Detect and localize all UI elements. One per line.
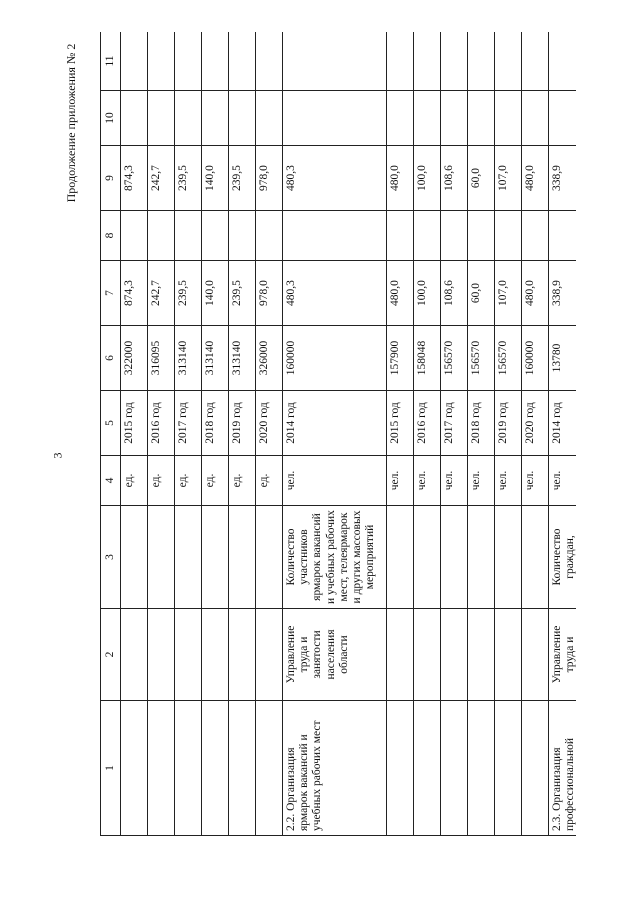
header-cell: 3: [101, 506, 121, 609]
table-cell-c5: 2017 год: [175, 391, 202, 456]
table-cell-c2: [414, 609, 441, 701]
table-cell-c10: [468, 91, 495, 146]
table-cell-c1: [229, 701, 256, 836]
table-row: [121, 32, 148, 836]
table-body: [101, 32, 577, 836]
header-cell: 10: [101, 91, 121, 146]
table-cell-c7: 874,3: [121, 261, 148, 326]
table-cell-c10: [283, 91, 387, 146]
table-cell-c6: 313140: [175, 326, 202, 391]
header-cell: 6: [101, 326, 121, 391]
table-cell-c6: 157900: [387, 326, 414, 391]
table-row: [549, 32, 577, 836]
table-cell-c7: 107,0: [495, 261, 522, 326]
table-cell-c8: [495, 211, 522, 261]
table-cell-c10: [148, 91, 175, 146]
table-cell-c10: [414, 91, 441, 146]
table-cell-c8: [202, 211, 229, 261]
table-cell-c4: ед.: [175, 456, 202, 506]
table-cell-c2: [522, 609, 549, 701]
table-cell-c8: [441, 211, 468, 261]
table-cell-c2: [441, 609, 468, 701]
table-cell-c5: 2019 год: [495, 391, 522, 456]
table-cell-c7: 239,5: [229, 261, 256, 326]
table-cell-c6: 156570: [468, 326, 495, 391]
table-cell-c11: [522, 32, 549, 91]
header-cell: 7: [101, 261, 121, 326]
header-cell: 1: [101, 701, 121, 836]
table-cell-c3: [121, 506, 148, 609]
table-cell-c1: [175, 701, 202, 836]
table-cell-c6: 316095: [148, 326, 175, 391]
table-row: [387, 32, 414, 836]
table-row: [522, 32, 549, 836]
table-cell-c4: чел.: [441, 456, 468, 506]
table-cell-c8: [468, 211, 495, 261]
table-cell-c2: [387, 609, 414, 701]
table-cell-c10: [549, 91, 577, 146]
table-cell-c8: [148, 211, 175, 261]
table-cell-c4: ед.: [121, 456, 148, 506]
table-cell-c2: [202, 609, 229, 701]
table-cell-c9: 239,5: [175, 146, 202, 211]
table-cell-c8: [387, 211, 414, 261]
table-cell-c7: 338,9: [549, 261, 577, 326]
table-cell-c6: 160000: [522, 326, 549, 391]
table-cell-c11: [387, 32, 414, 91]
table-cell-c7: 242,7: [148, 261, 175, 326]
table-cell-c10: [256, 91, 283, 146]
table-cell-c2: [229, 609, 256, 701]
table-cell-c9: 480,0: [522, 146, 549, 211]
table-cell-c10: [121, 91, 148, 146]
table-cell-c11: [202, 32, 229, 91]
table-cell-c1: [441, 701, 468, 836]
table-cell-c5: 2019 год: [229, 391, 256, 456]
table-cell-c4: ед.: [202, 456, 229, 506]
table-row: [283, 32, 387, 836]
table-cell-c7: 140,0: [202, 261, 229, 326]
table-container: [100, 32, 576, 836]
table-cell-c11: [175, 32, 202, 91]
table-cell-c9: 108,6: [441, 146, 468, 211]
table-cell-c4: чел.: [414, 456, 441, 506]
table-cell-c6: 313140: [229, 326, 256, 391]
table-cell-c9: 140,0: [202, 146, 229, 211]
table-cell-c11: [121, 32, 148, 91]
table-row: [229, 32, 256, 836]
header-row: [101, 32, 121, 836]
rotated-table: [100, 32, 576, 836]
table-cell-c1: [256, 701, 283, 836]
table-cell-c3: [229, 506, 256, 609]
table-cell-c6: 326000: [256, 326, 283, 391]
table-cell-c6: 13780: [549, 326, 577, 391]
table-cell-c3: [202, 506, 229, 609]
header-cell: 9: [101, 146, 121, 211]
table-cell-c5: 2015 год: [387, 391, 414, 456]
table-cell-c11: [283, 32, 387, 91]
header-cell: 2: [101, 609, 121, 701]
table-cell-c3: [148, 506, 175, 609]
table-cell-c1: [522, 701, 549, 836]
table-cell-c8: [283, 211, 387, 261]
table-row: [148, 32, 175, 836]
table-cell-c9: 107,0: [495, 146, 522, 211]
table-cell-c1: [495, 701, 522, 836]
table-cell-c5: 2016 год: [148, 391, 175, 456]
table-cell-c11: [256, 32, 283, 91]
table-cell-c10: [522, 91, 549, 146]
table-cell-c6: 156570: [441, 326, 468, 391]
table-cell-c9: 239,5: [229, 146, 256, 211]
table-cell-c7: 480,0: [522, 261, 549, 326]
table-cell-c8: [414, 211, 441, 261]
table-cell-c11: [148, 32, 175, 91]
table-row: [441, 32, 468, 836]
table-cell-c6: 322000: [121, 326, 148, 391]
table-cell-c3: [387, 506, 414, 609]
table-cell-c5: 2014 год: [549, 391, 577, 456]
table-cell-c10: [441, 91, 468, 146]
table-cell-c2: [121, 609, 148, 701]
table-cell-c10: [175, 91, 202, 146]
table-cell-c4: ед.: [148, 456, 175, 506]
table-cell-c6: 156570: [495, 326, 522, 391]
table-cell-c1: [148, 701, 175, 836]
table-cell-c1: [121, 701, 148, 836]
table-cell-c3: [495, 506, 522, 609]
table-cell-c4: ед.: [229, 456, 256, 506]
header-cell: 11: [101, 32, 121, 91]
table-cell-c7: 60,0: [468, 261, 495, 326]
table-cell-c11: [414, 32, 441, 91]
table-cell-c2: [175, 609, 202, 701]
table-row: [202, 32, 229, 836]
table-cell-c5: 2017 год: [441, 391, 468, 456]
table-row: [175, 32, 202, 836]
table-cell-c1: 2.3. Организация профессиональной: [549, 701, 577, 836]
table-cell-c2: [495, 609, 522, 701]
table-row: [414, 32, 441, 836]
table-cell-c3: [175, 506, 202, 609]
table-cell-c9: 338,9: [549, 146, 577, 211]
table-cell-c5: 2014 год: [283, 391, 387, 456]
table-cell-c11: [549, 32, 577, 91]
table-cell-c4: ед.: [256, 456, 283, 506]
table-cell-c11: [468, 32, 495, 91]
table-cell-c8: [256, 211, 283, 261]
table-cell-c5: 2018 год: [468, 391, 495, 456]
table-cell-c11: [495, 32, 522, 91]
table-cell-c4: чел.: [387, 456, 414, 506]
table-cell-c7: 480,3: [283, 261, 387, 326]
table-cell-c5: 2020 год: [256, 391, 283, 456]
table-cell-c9: 242,7: [148, 146, 175, 211]
header-cell: 4: [101, 456, 121, 506]
header-cell: 5: [101, 391, 121, 456]
table-cell-c5: 2018 год: [202, 391, 229, 456]
table-cell-c6: 313140: [202, 326, 229, 391]
table-cell-c9: 480,3: [283, 146, 387, 211]
table-cell-c10: [202, 91, 229, 146]
program-table: [100, 32, 576, 836]
table-cell-c2: [148, 609, 175, 701]
table-cell-c8: [229, 211, 256, 261]
table-cell-c3: [468, 506, 495, 609]
table-cell-c1: [387, 701, 414, 836]
table-cell-c10: [495, 91, 522, 146]
table-cell-c10: [387, 91, 414, 146]
table-cell-c5: 2016 год: [414, 391, 441, 456]
table-cell-c2: [256, 609, 283, 701]
table-cell-c8: [549, 211, 577, 261]
table-cell-c2: Управление труда и занятости населения области: [283, 609, 387, 701]
page-number: 3: [50, 452, 65, 459]
table-cell-c3: [414, 506, 441, 609]
table-row: [256, 32, 283, 836]
table-cell-c8: [175, 211, 202, 261]
table-cell-c11: [441, 32, 468, 91]
table-cell-c8: [121, 211, 148, 261]
table-cell-c7: 239,5: [175, 261, 202, 326]
table-cell-c7: 978,0: [256, 261, 283, 326]
table-cell-c9: 978,0: [256, 146, 283, 211]
header-cell: 8: [101, 211, 121, 261]
table-cell-c9: 100,0: [414, 146, 441, 211]
table-cell-c9: 60,0: [468, 146, 495, 211]
table-cell-c1: [468, 701, 495, 836]
table-cell-c3: Количество граждан,: [549, 506, 577, 609]
table-cell-c1: [414, 701, 441, 836]
table-cell-c9: 874,3: [121, 146, 148, 211]
table-cell-c4: чел.: [468, 456, 495, 506]
table-cell-c2: [468, 609, 495, 701]
table-cell-c9: 480,0: [387, 146, 414, 211]
table-cell-c8: [522, 211, 549, 261]
table-cell-c7: 108,6: [441, 261, 468, 326]
table-cell-c6: 158048: [414, 326, 441, 391]
table-cell-c1: [202, 701, 229, 836]
table-row: [495, 32, 522, 836]
table-cell-c4: чел.: [522, 456, 549, 506]
table-cell-c7: 100,0: [414, 261, 441, 326]
continuation-heading: Продолжение приложения № 2: [64, 43, 78, 203]
table-cell-c4: чел.: [283, 456, 387, 506]
table-cell-c3: [256, 506, 283, 609]
table-cell-c1: 2.2. Организация ярмарок вакансий и учебных рабочих мест: [283, 701, 387, 836]
table-cell-c7: 480,0: [387, 261, 414, 326]
table-cell-c4: чел.: [495, 456, 522, 506]
table-cell-c6: 160000: [283, 326, 387, 391]
table-cell-c5: 2015 год: [121, 391, 148, 456]
table-row: [468, 32, 495, 836]
table-cell-c5: 2020 год: [522, 391, 549, 456]
table-cell-c10: [229, 91, 256, 146]
table-cell-c2: Управление труда и: [549, 609, 577, 701]
table-cell-c3: [522, 506, 549, 609]
table-cell-c4: чел.: [549, 456, 577, 506]
table-cell-c3: Количество участников ярмарок вакансий и учебных рабочих мест, телеярмарок и других массовых мероприятий: [283, 506, 387, 609]
table-cell-c3: [441, 506, 468, 609]
table-cell-c11: [229, 32, 256, 91]
